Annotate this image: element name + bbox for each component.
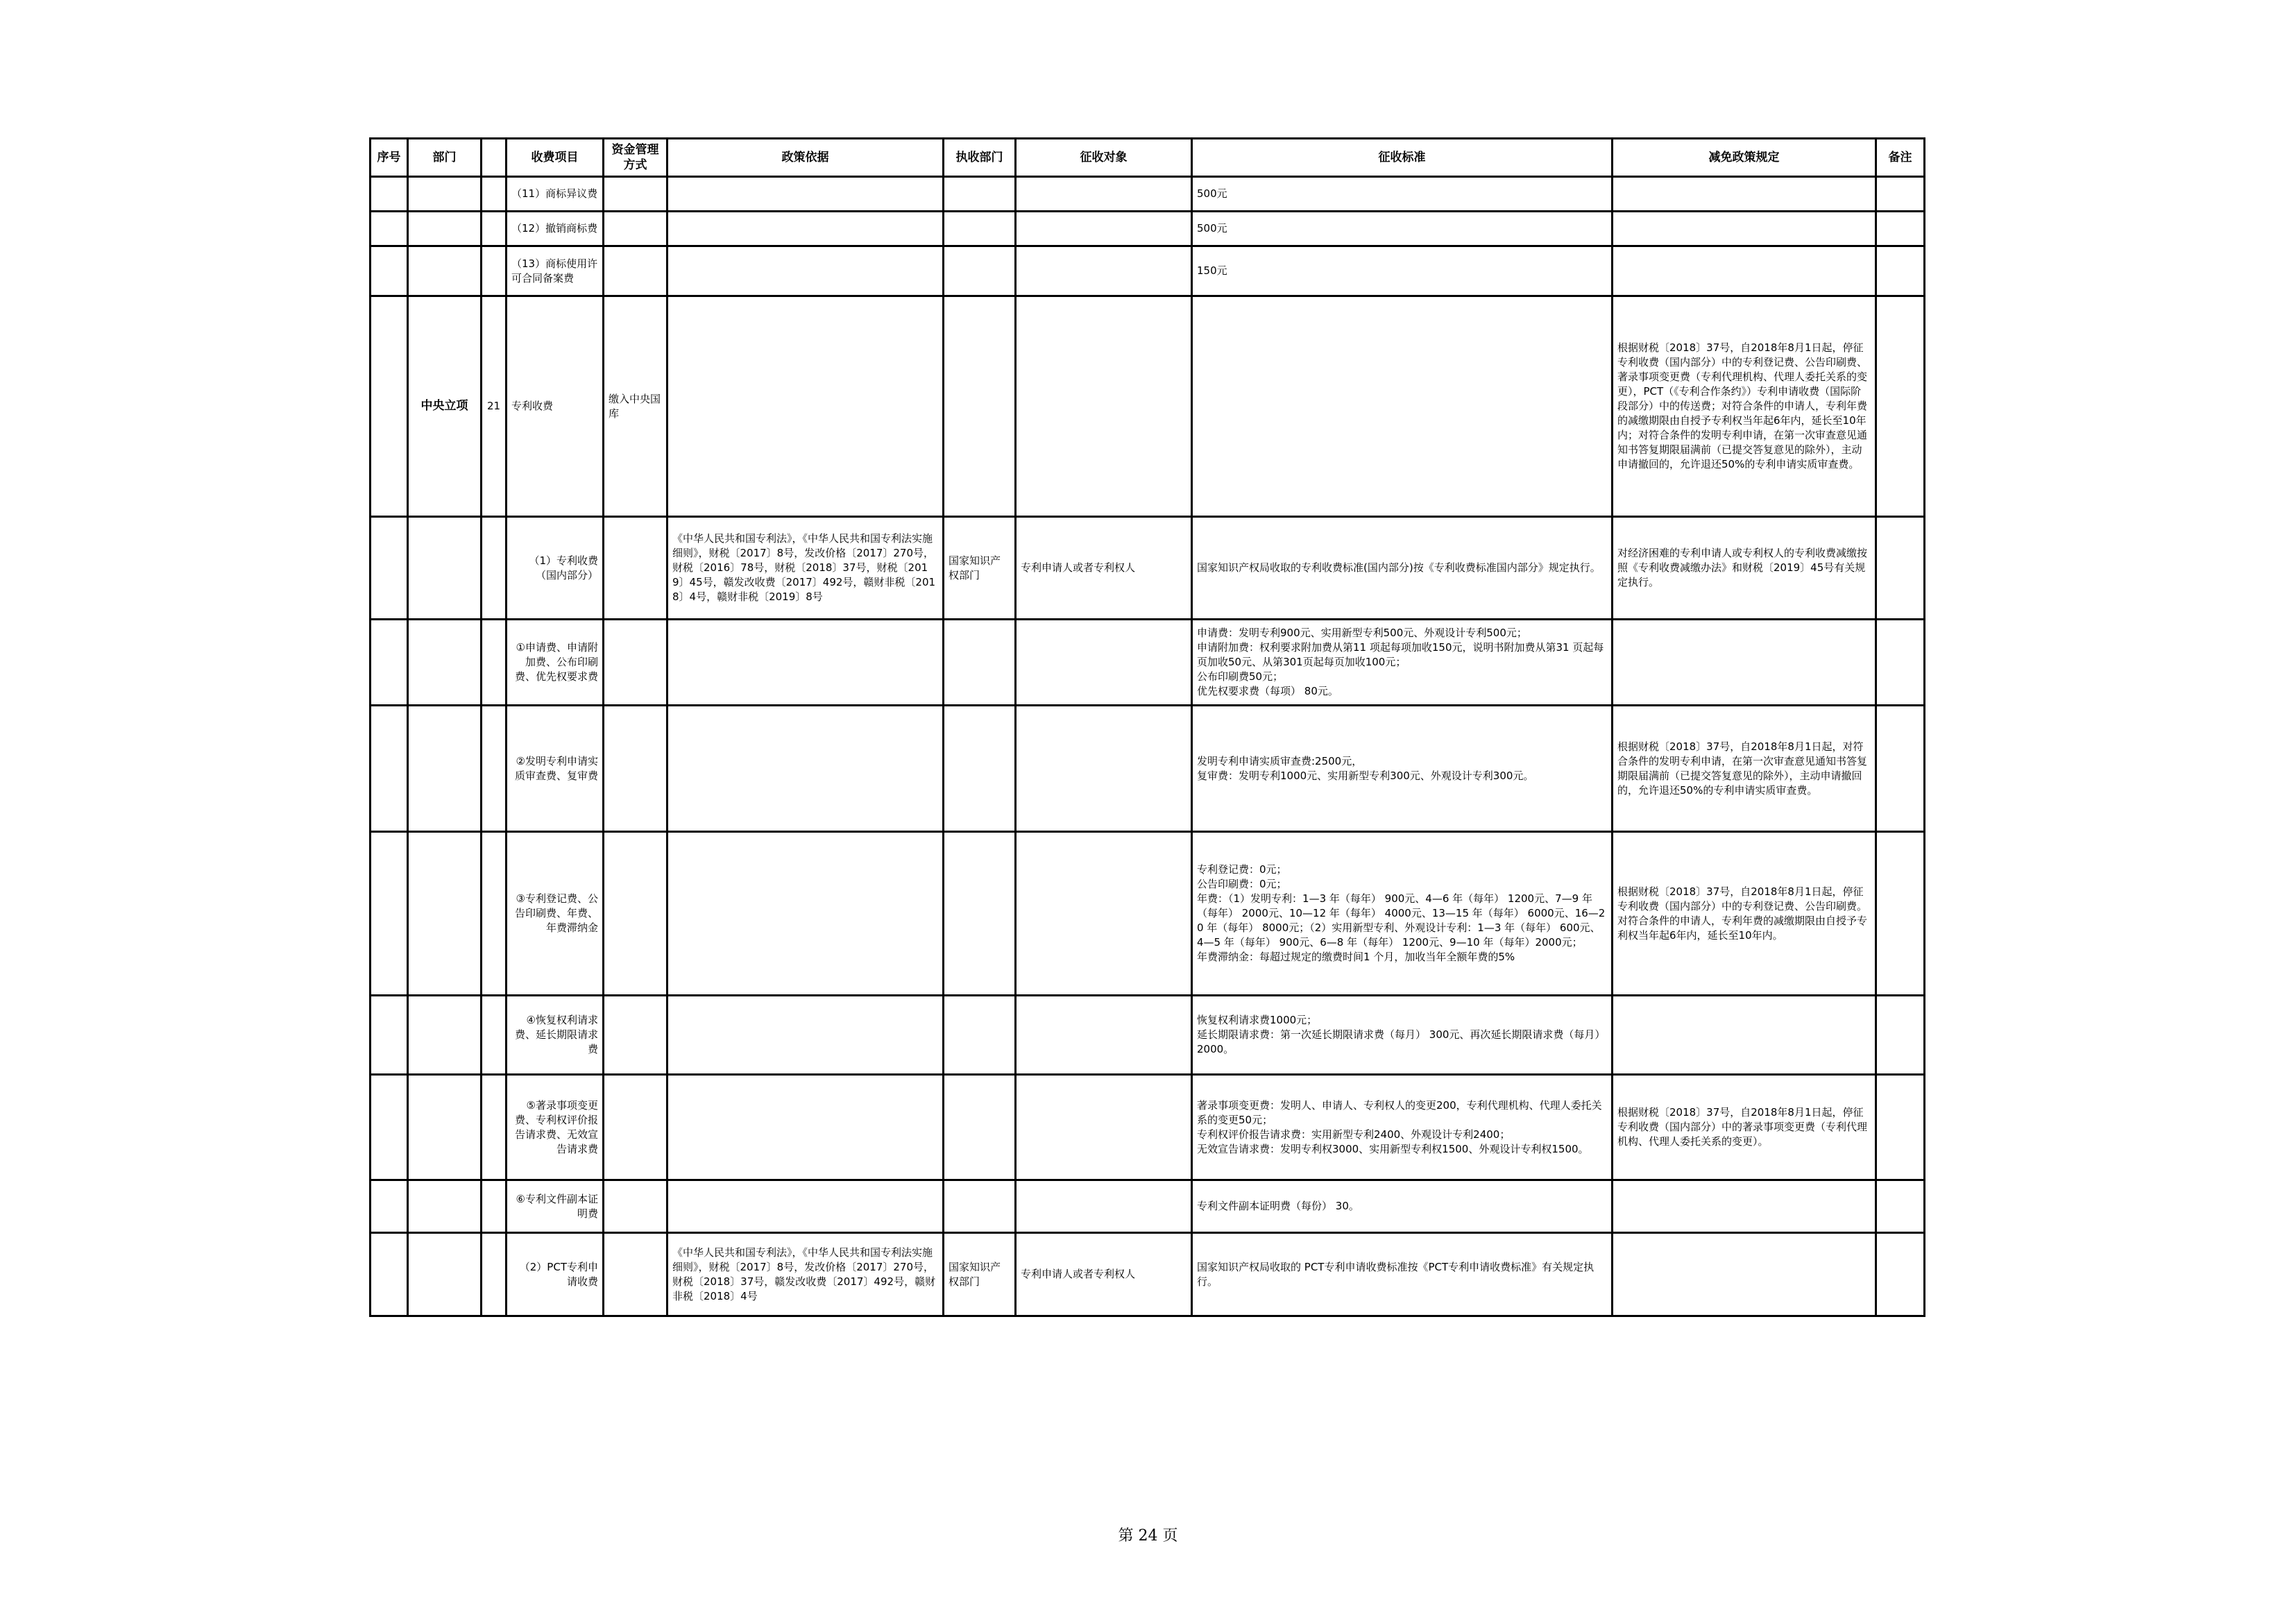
cell-fund-management	[604, 620, 667, 706]
cell-exemption-policy	[1613, 212, 1876, 246]
cell-collection-target	[1016, 996, 1192, 1075]
cell-exemption-policy: 根据财税〔2018〕37号，自2018年8月1日起，停征专利收费（国内部分）中的专利登记费、公告印刷费、著录事项变更费（专利代理机构、代理人委托关系的变更），PCT（《专利合作条约》）专利申请收费（国际阶段部分）中的传送费；对符合条件的申请人，专利年费的减缴期限由自授予专利权当年起6年内，延长至10年内；对符合条件的发明专利申请，在第一次审查意见通知书答复期限届满前（已提交答复意见的除外），主动申请撤回的，允许退还50%的专利申请实质审查费。	[1613, 296, 1876, 517]
header-collecting-agency: 执收部门	[944, 139, 1016, 177]
cell-remarks	[1876, 212, 1925, 246]
cell-fee-item: （2）PCT专利申请收费	[507, 1233, 604, 1316]
table-row	[371, 1180, 1925, 1233]
cell-collection-target	[1016, 1180, 1192, 1233]
cell-dept	[408, 212, 482, 246]
header-fund-management: 资金管理方式	[604, 139, 667, 177]
cell-fee-item: ⑥专利文件副本证明费	[507, 1180, 604, 1233]
cell-fee-item: （13）商标使用许可合同备案费	[507, 246, 604, 296]
cell-remarks	[1876, 1233, 1925, 1316]
cell-remarks	[1876, 517, 1925, 620]
cell-number	[482, 212, 507, 246]
cell-exemption-policy	[1613, 246, 1876, 296]
fee-table	[369, 137, 1925, 1317]
cell-collecting-agency: 国家知识产权部门	[944, 517, 1016, 620]
header-row	[371, 139, 1925, 177]
cell-remarks	[1876, 620, 1925, 706]
cell-policy-basis	[667, 1180, 944, 1233]
cell-remarks	[1876, 1075, 1925, 1180]
cell-policy-basis: 《中华人民共和国专利法》，《中华人民共和国专利法实施细则》，财税〔2017〕8号，发改价格〔2017〕270号，财税〔2018〕37号，赣发改收费〔2017〕492号，赣财非税〔2018〕4号	[667, 1233, 944, 1316]
cell-fee-item: （1）专利收费（国内部分）	[507, 517, 604, 620]
cell-exemption-policy	[1613, 1180, 1876, 1233]
header-fee-item: 收费项目	[507, 139, 604, 177]
cell-fee-item: ②发明专利申请实质审查费、复审费	[507, 706, 604, 832]
cell-seq	[371, 177, 408, 212]
cell-exemption-policy	[1613, 996, 1876, 1075]
cell-policy-basis	[667, 1075, 944, 1180]
cell-collection-target	[1016, 246, 1192, 296]
cell-collection-standard: 申请费：发明专利900元、实用新型专利500元、外观设计专利500元； 申请附加费：权利要求附加费从第11 项起每项加收150元，说明书附加费从第31 页起每页加收50元、从第301页起每页加收100元； 公布印刷费50元； 优先权要求费（每项） 80元。	[1192, 620, 1613, 706]
table-row	[371, 996, 1925, 1075]
cell-exemption-policy: 根据财税〔2018〕37号，自2018年8月1日起，对符合条件的发明专利申请，在第一次审查意见通知书答复期限届满前（已提交答复意见的除外），主动申请撤回的，允许退还50%的专利申请实质审查费。	[1613, 706, 1876, 832]
cell-exemption-policy	[1613, 620, 1876, 706]
cell-remarks	[1876, 296, 1925, 517]
cell-exemption-policy	[1613, 177, 1876, 212]
cell-number	[482, 1075, 507, 1180]
table-row	[371, 246, 1925, 296]
cell-number	[482, 1233, 507, 1316]
table-row	[371, 832, 1925, 996]
cell-collection-target: 专利申请人或者专利权人	[1016, 1233, 1192, 1316]
cell-collection-standard: 专利登记费：0元； 公告印刷费：0元； 年费：（1）发明专利：1—3 年（每年） 900元、4—6 年（每年） 1200元、7—9 年（每年） 2000元、10—12 年（每年） 4000元、13—15 年（每年） 6000元、16—20 年（每年） 8000元；（2）实用新型专利、外观设计专利：1—3 年（每年） 600元、4—5 年（每年） 900元、6—8 年（每年） 1200元、9—10 年（每年）2000元； 年费滞纳金：每超过规定的缴费时间1 个月，加收当年全额年费的5%	[1192, 832, 1613, 996]
cell-dept	[408, 517, 482, 620]
cell-fund-management	[604, 517, 667, 620]
cell-collecting-agency	[944, 1075, 1016, 1180]
cell-collection-standard: 150元	[1192, 246, 1613, 296]
cell-collecting-agency	[944, 706, 1016, 832]
cell-seq	[371, 212, 408, 246]
cell-collection-standard: 国家知识产权局收取的 PCT专利申请收费标准按《PCT专利申请收费标准》有关规定执行。	[1192, 1233, 1613, 1316]
cell-collection-standard: 500元	[1192, 212, 1613, 246]
cell-number	[482, 996, 507, 1075]
cell-number	[482, 832, 507, 996]
table-row	[371, 296, 1925, 517]
cell-fee-item: 专利收费	[507, 296, 604, 517]
cell-number	[482, 1180, 507, 1233]
cell-collection-standard: 500元	[1192, 177, 1613, 212]
cell-seq	[371, 832, 408, 996]
cell-policy-basis	[667, 296, 944, 517]
cell-collection-target	[1016, 832, 1192, 996]
cell-collecting-agency	[944, 832, 1016, 996]
cell-number	[482, 620, 507, 706]
header-policy-basis: 政策依据	[667, 139, 944, 177]
cell-seq	[371, 996, 408, 1075]
cell-seq	[371, 517, 408, 620]
cell-fund-management: 缴入中央国库	[604, 296, 667, 517]
cell-fund-management	[604, 177, 667, 212]
cell-fee-item: （12）撤销商标费	[507, 212, 604, 246]
cell-collection-target	[1016, 620, 1192, 706]
table-row	[371, 1075, 1925, 1180]
cell-collecting-agency: 国家知识产权部门	[944, 1233, 1016, 1316]
cell-fee-item: ④恢复权利请求费、延长期限请求费	[507, 996, 604, 1075]
cell-dept	[408, 1075, 482, 1180]
cell-exemption-policy: 对经济困难的专利申请人或专利权人的专利收费减缴按照《专利收费减缴办法》和财税〔2019〕45号有关规定执行。	[1613, 517, 1876, 620]
cell-remarks	[1876, 706, 1925, 832]
cell-remarks	[1876, 246, 1925, 296]
cell-collection-target: 专利申请人或者专利权人	[1016, 517, 1192, 620]
cell-dept	[408, 1180, 482, 1233]
cell-fee-item: （11）商标异议费	[507, 177, 604, 212]
cell-policy-basis	[667, 212, 944, 246]
cell-exemption-policy	[1613, 1233, 1876, 1316]
cell-dept	[408, 177, 482, 212]
page-number: 第 24 页	[1118, 1527, 1178, 1545]
cell-dept	[408, 996, 482, 1075]
cell-collection-target	[1016, 706, 1192, 832]
cell-policy-basis	[667, 996, 944, 1075]
header-seq: 序号	[371, 139, 408, 177]
cell-policy-basis	[667, 832, 944, 996]
cell-fund-management	[604, 1075, 667, 1180]
header-collection-standard: 征收标准	[1192, 139, 1613, 177]
cell-dept	[408, 246, 482, 296]
cell-seq	[371, 620, 408, 706]
table-row	[371, 706, 1925, 832]
header-number	[482, 139, 507, 177]
table-row	[371, 177, 1925, 212]
cell-collection-standard: 专利文件副本证明费（每份） 30。	[1192, 1180, 1613, 1233]
cell-policy-basis	[667, 246, 944, 296]
cell-dept	[408, 706, 482, 832]
cell-collection-target	[1016, 1075, 1192, 1180]
cell-dept	[408, 620, 482, 706]
cell-fund-management	[604, 246, 667, 296]
cell-number: 21	[482, 296, 507, 517]
cell-policy-basis	[667, 620, 944, 706]
cell-fund-management	[604, 996, 667, 1075]
cell-collection-target	[1016, 212, 1192, 246]
cell-exemption-policy: 根据财税〔2018〕37号，自2018年8月1日起，停征专利收费（国内部分）中的著录事项变更费（专利代理机构、代理人委托关系的变更）。	[1613, 1075, 1876, 1180]
cell-exemption-policy: 根据财税〔2018〕37号，自2018年8月1日起，停征专利收费（国内部分）中的专利登记费、公告印刷费。对符合条件的申请人，专利年费的减缴期限由自授予专利权当年起6年内，延长至10年内。	[1613, 832, 1876, 996]
table-row	[371, 212, 1925, 246]
cell-fund-management	[604, 706, 667, 832]
cell-policy-basis	[667, 177, 944, 212]
cell-number	[482, 706, 507, 832]
table-row	[371, 620, 1925, 706]
cell-fee-item: ⑤著录事项变更费、专利权评价报告请求费、无效宣告请求费	[507, 1075, 604, 1180]
cell-remarks	[1876, 1180, 1925, 1233]
cell-collection-standard	[1192, 296, 1613, 517]
table-row	[371, 517, 1925, 620]
cell-collection-standard: 发明专利申请实质审查费:2500元， 复审费：发明专利1000元、实用新型专利300元、外观设计专利300元。	[1192, 706, 1613, 832]
cell-collection-standard: 著录事项变更费：发明人、申请人、专利权人的变更200，专利代理机构、代理人委托关系的变更50元； 专利权评价报告请求费：实用新型专利2400、外观设计专利2400； 无效宣告请求费：发明专利权3000、实用新型专利权1500、外观设计专利权1500。	[1192, 1075, 1613, 1180]
cell-collection-target	[1016, 177, 1192, 212]
cell-collection-standard: 国家知识产权局收取的专利收费标准(国内部分)按《专利收费标准国内部分》规定执行。	[1192, 517, 1613, 620]
cell-seq	[371, 1075, 408, 1180]
cell-seq	[371, 246, 408, 296]
header-remarks: 备注	[1876, 139, 1925, 177]
cell-fund-management	[604, 832, 667, 996]
cell-seq	[371, 296, 408, 517]
cell-collecting-agency	[944, 212, 1016, 246]
cell-dept: 中央立项	[408, 296, 482, 517]
header-dept: 部门	[408, 139, 482, 177]
cell-collecting-agency	[944, 1180, 1016, 1233]
cell-seq	[371, 706, 408, 832]
cell-collecting-agency	[944, 296, 1016, 517]
cell-fee-item: ①申请费、申请附加费、公布印刷费、优先权要求费	[507, 620, 604, 706]
cell-number	[482, 517, 507, 620]
cell-collection-standard: 恢复权利请求费1000元； 延长期限请求费：第一次延长期限请求费（每月） 300元、再次延长期限请求费（每月） 2000。	[1192, 996, 1613, 1075]
cell-collecting-agency	[944, 246, 1016, 296]
cell-fund-management	[604, 1233, 667, 1316]
cell-remarks	[1876, 996, 1925, 1075]
header-collection-target: 征收对象	[1016, 139, 1192, 177]
cell-number	[482, 246, 507, 296]
cell-policy-basis	[667, 706, 944, 832]
cell-number	[482, 177, 507, 212]
cell-collection-target	[1016, 296, 1192, 517]
cell-seq	[371, 1180, 408, 1233]
table-row	[371, 1233, 1925, 1316]
cell-dept	[408, 832, 482, 996]
cell-remarks	[1876, 832, 1925, 996]
cell-remarks	[1876, 177, 1925, 212]
header-exemption-policy: 减免政策规定	[1613, 139, 1876, 177]
cell-seq	[371, 1233, 408, 1316]
cell-collecting-agency	[944, 177, 1016, 212]
cell-collecting-agency	[944, 996, 1016, 1075]
cell-dept	[408, 1233, 482, 1316]
cell-fund-management	[604, 212, 667, 246]
cell-fund-management	[604, 1180, 667, 1233]
cell-collecting-agency	[944, 620, 1016, 706]
cell-policy-basis: 《中华人民共和国专利法》，《中华人民共和国专利法实施细则》，财税〔2017〕8号，发改价格〔2017〕270号，财税〔2016〕78号，财税〔2018〕37号，财税〔2019〕45号，赣发改收费〔2017〕492号，赣财非税〔2018〕4号，赣财非税〔2019〕8号	[667, 517, 944, 620]
cell-fee-item: ③专利登记费、公告印刷费、年费、年费滞纳金	[507, 832, 604, 996]
